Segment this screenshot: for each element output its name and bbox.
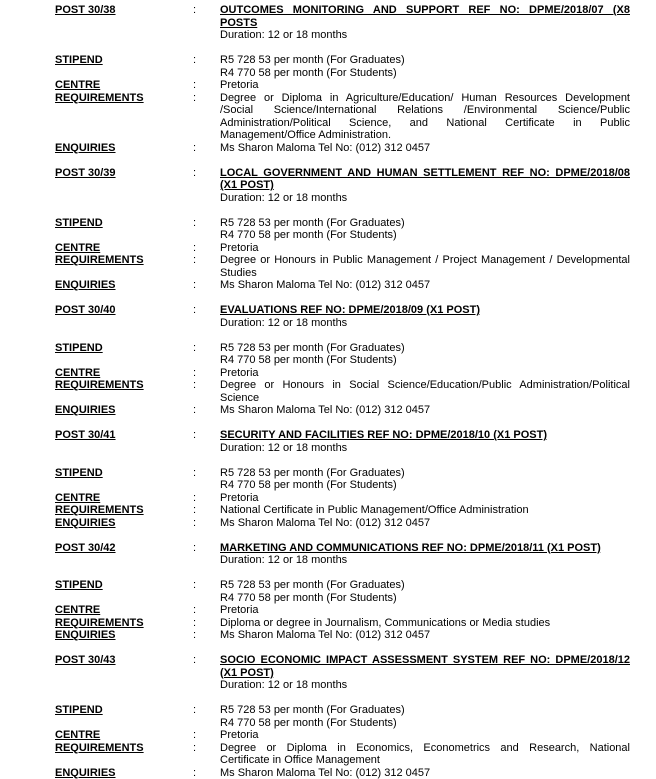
separator-colon: : bbox=[193, 167, 220, 180]
spacer bbox=[55, 567, 630, 580]
requirements-label: REQUIREMENTS bbox=[55, 742, 193, 755]
enquiries-label: ENQUIRIES bbox=[55, 629, 193, 642]
requirements-row bbox=[55, 617, 630, 630]
separator-colon: : bbox=[193, 54, 220, 67]
requirements-row bbox=[55, 742, 630, 767]
stipend-students-value: R4 770 58 per month (For Students) bbox=[220, 67, 630, 80]
requirements-line: National Certificate in Public Management/Office Administration bbox=[220, 504, 630, 517]
requirements-value bbox=[220, 617, 630, 630]
requirements-line: Degree or Honours in Public Management / Project Management / Developmental bbox=[220, 254, 630, 267]
separator-colon: : bbox=[193, 79, 220, 92]
enquiries-value: Ms Sharon Maloma Tel No: (012) 312 0457 bbox=[220, 279, 630, 292]
post-title: (X1 POST) bbox=[220, 667, 630, 680]
centre-row bbox=[55, 729, 630, 742]
post-header-row bbox=[55, 304, 630, 329]
separator-colon: : bbox=[193, 379, 220, 392]
stipend-value bbox=[220, 579, 630, 604]
post-header-row bbox=[55, 167, 630, 205]
post-duration: Duration: 12 or 18 months bbox=[220, 192, 630, 205]
separator-colon: : bbox=[193, 604, 220, 617]
stipend-label: STIPEND bbox=[55, 467, 193, 480]
enquiries-value: Ms Sharon Maloma Tel No: (012) 312 0457 bbox=[220, 629, 630, 642]
post-title: SOCIO ECONOMIC IMPACT ASSESSMENT SYSTEM REF NO: DPME/2018/12 bbox=[220, 654, 630, 667]
stipend-graduates-value: R5 728 53 per month (For Graduates) bbox=[220, 704, 630, 717]
post-title-block bbox=[220, 4, 630, 42]
centre-label: CENTRE bbox=[55, 242, 193, 255]
requirements-label: REQUIREMENTS bbox=[55, 379, 193, 392]
requirements-line: Degree or Diploma in Agriculture/Education/ Human Resources Development bbox=[220, 92, 630, 105]
requirements-line: Management/Office Administration. bbox=[220, 129, 630, 142]
separator-colon: : bbox=[193, 217, 220, 230]
post-title: (X1 POST) bbox=[220, 179, 630, 192]
post-header-row bbox=[55, 4, 630, 42]
requirements-line: Degree or Honours in Social Science/Education/Public Administration/Political bbox=[220, 379, 630, 392]
stipend-value bbox=[220, 467, 630, 492]
separator-colon: : bbox=[193, 342, 220, 355]
enquiries-label: ENQUIRIES bbox=[55, 517, 193, 530]
post-duration: Duration: 12 or 18 months bbox=[220, 29, 630, 42]
post-duration: Duration: 12 or 18 months bbox=[220, 679, 630, 692]
centre-value: Pretoria bbox=[220, 367, 630, 380]
enquiries-label: ENQUIRIES bbox=[55, 767, 193, 779]
stipend-graduates-value: R5 728 53 per month (For Graduates) bbox=[220, 217, 630, 230]
separator-colon: : bbox=[193, 242, 220, 255]
separator-colon: : bbox=[193, 429, 220, 442]
post-header-row bbox=[55, 542, 630, 567]
stipend-row bbox=[55, 54, 630, 79]
requirements-line: Degree or Diploma in Economics, Econometrics and Research, National bbox=[220, 742, 630, 755]
enquiries-row bbox=[55, 404, 630, 417]
separator-colon: : bbox=[193, 492, 220, 505]
requirements-line: /Social Science/International Relations /Environmental Science/Public bbox=[220, 104, 630, 117]
post-title: EVALUATIONS REF NO: DPME/2018/09 (X1 POST) bbox=[220, 304, 630, 317]
requirements-value bbox=[220, 504, 630, 517]
requirements-line: Certificate in Office Management bbox=[220, 754, 630, 767]
post-title-block bbox=[220, 167, 630, 205]
stipend-students-value: R4 770 58 per month (For Students) bbox=[220, 717, 630, 730]
spacer bbox=[55, 329, 630, 342]
centre-row bbox=[55, 492, 630, 505]
enquiries-label: ENQUIRIES bbox=[55, 142, 193, 155]
spacer bbox=[55, 529, 630, 542]
post-section bbox=[55, 654, 630, 779]
centre-row bbox=[55, 604, 630, 617]
post-number-label: POST 30/38 bbox=[55, 4, 193, 17]
enquiries-label: ENQUIRIES bbox=[55, 279, 193, 292]
centre-row bbox=[55, 79, 630, 92]
post-duration: Duration: 12 or 18 months bbox=[220, 317, 630, 330]
requirements-row bbox=[55, 379, 630, 404]
requirements-row bbox=[55, 254, 630, 279]
centre-row bbox=[55, 367, 630, 380]
enquiries-value: Ms Sharon Maloma Tel No: (012) 312 0457 bbox=[220, 517, 630, 530]
stipend-label: STIPEND bbox=[55, 54, 193, 67]
stipend-row bbox=[55, 704, 630, 729]
spacer bbox=[55, 204, 630, 217]
spacer bbox=[55, 692, 630, 705]
requirements-line: Administration/Political Science, and National Certificate in Public bbox=[220, 117, 630, 130]
spacer bbox=[55, 417, 630, 430]
stipend-row bbox=[55, 217, 630, 242]
separator-colon: : bbox=[193, 254, 220, 267]
enquiries-row bbox=[55, 517, 630, 530]
stipend-label: STIPEND bbox=[55, 579, 193, 592]
centre-label: CENTRE bbox=[55, 79, 193, 92]
centre-value: Pretoria bbox=[220, 604, 630, 617]
stipend-value bbox=[220, 342, 630, 367]
separator-colon: : bbox=[193, 279, 220, 292]
separator-colon: : bbox=[193, 579, 220, 592]
stipend-label: STIPEND bbox=[55, 342, 193, 355]
enquiries-value: Ms Sharon Maloma Tel No: (012) 312 0457 bbox=[220, 142, 630, 155]
post-title-block bbox=[220, 304, 630, 329]
centre-label: CENTRE bbox=[55, 492, 193, 505]
separator-colon: : bbox=[193, 617, 220, 630]
stipend-graduates-value: R5 728 53 per month (For Graduates) bbox=[220, 579, 630, 592]
requirements-line: Diploma or degree in Journalism, Communications or Media studies bbox=[220, 617, 630, 630]
stipend-value bbox=[220, 217, 630, 242]
requirements-label: REQUIREMENTS bbox=[55, 92, 193, 105]
post-title: OUTCOMES MONITORING AND SUPPORT REF NO: DPME/2018/07 (X8 bbox=[220, 4, 630, 17]
separator-colon: : bbox=[193, 504, 220, 517]
requirements-label: REQUIREMENTS bbox=[55, 254, 193, 267]
stipend-row bbox=[55, 579, 630, 604]
enquiries-value: Ms Sharon Maloma Tel No: (012) 312 0457 bbox=[220, 767, 630, 779]
separator-colon: : bbox=[193, 729, 220, 742]
post-header-row bbox=[55, 654, 630, 692]
stipend-row bbox=[55, 467, 630, 492]
requirements-value bbox=[220, 379, 630, 404]
post-section bbox=[55, 4, 630, 167]
post-duration: Duration: 12 or 18 months bbox=[220, 442, 630, 455]
enquiries-value: Ms Sharon Maloma Tel No: (012) 312 0457 bbox=[220, 404, 630, 417]
post-duration: Duration: 12 or 18 months bbox=[220, 554, 630, 567]
stipend-graduates-value: R5 728 53 per month (For Graduates) bbox=[220, 467, 630, 480]
spacer bbox=[55, 292, 630, 305]
stipend-graduates-value: R5 728 53 per month (For Graduates) bbox=[220, 342, 630, 355]
post-section bbox=[55, 542, 630, 655]
separator-colon: : bbox=[193, 704, 220, 717]
post-header-row bbox=[55, 429, 630, 454]
centre-value: Pretoria bbox=[220, 492, 630, 505]
centre-label: CENTRE bbox=[55, 604, 193, 617]
centre-value: Pretoria bbox=[220, 79, 630, 92]
post-section bbox=[55, 429, 630, 542]
requirements-line: Science bbox=[220, 392, 630, 405]
centre-value: Pretoria bbox=[220, 729, 630, 742]
post-title: MARKETING AND COMMUNICATIONS REF NO: DPME/2018/11 (X1 POST) bbox=[220, 542, 630, 555]
stipend-label: STIPEND bbox=[55, 704, 193, 717]
post-title: POSTS bbox=[220, 17, 630, 30]
separator-colon: : bbox=[193, 4, 220, 17]
requirements-line: Studies bbox=[220, 267, 630, 280]
post-title: SECURITY AND FACILITIES REF NO: DPME/2018/10 (X1 POST) bbox=[220, 429, 630, 442]
separator-colon: : bbox=[193, 517, 220, 530]
post-section bbox=[55, 167, 630, 305]
post-section bbox=[55, 304, 630, 429]
post-number-label: POST 30/39 bbox=[55, 167, 193, 180]
separator-colon: : bbox=[193, 142, 220, 155]
requirements-value bbox=[220, 92, 630, 142]
requirements-value bbox=[220, 254, 630, 279]
requirements-row bbox=[55, 504, 630, 517]
centre-row bbox=[55, 242, 630, 255]
separator-colon: : bbox=[193, 629, 220, 642]
separator-colon: : bbox=[193, 304, 220, 317]
requirements-label: REQUIREMENTS bbox=[55, 504, 193, 517]
enquiries-row bbox=[55, 142, 630, 155]
post-title: LOCAL GOVERNMENT AND HUMAN SETTLEMENT REF NO: DPME/2018/08 bbox=[220, 167, 630, 180]
centre-label: CENTRE bbox=[55, 367, 193, 380]
post-number-label: POST 30/41 bbox=[55, 429, 193, 442]
requirements-label: REQUIREMENTS bbox=[55, 617, 193, 630]
spacer bbox=[55, 42, 630, 55]
stipend-students-value: R4 770 58 per month (For Students) bbox=[220, 354, 630, 367]
stipend-graduates-value: R5 728 53 per month (For Graduates) bbox=[220, 54, 630, 67]
post-title-block bbox=[220, 542, 630, 567]
enquiries-row bbox=[55, 629, 630, 642]
separator-colon: : bbox=[193, 92, 220, 105]
spacer bbox=[55, 154, 630, 167]
enquiries-row bbox=[55, 279, 630, 292]
stipend-row bbox=[55, 342, 630, 367]
separator-colon: : bbox=[193, 542, 220, 555]
stipend-value bbox=[220, 704, 630, 729]
stipend-students-value: R4 770 58 per month (For Students) bbox=[220, 479, 630, 492]
separator-colon: : bbox=[193, 742, 220, 755]
separator-colon: : bbox=[193, 654, 220, 667]
separator-colon: : bbox=[193, 404, 220, 417]
post-number-label: POST 30/43 bbox=[55, 654, 193, 667]
stipend-value bbox=[220, 54, 630, 79]
post-title-block bbox=[220, 654, 630, 692]
stipend-students-value: R4 770 58 per month (For Students) bbox=[220, 229, 630, 242]
separator-colon: : bbox=[193, 767, 220, 779]
stipend-label: STIPEND bbox=[55, 217, 193, 230]
separator-colon: : bbox=[193, 467, 220, 480]
enquiries-label: ENQUIRIES bbox=[55, 404, 193, 417]
centre-value: Pretoria bbox=[220, 242, 630, 255]
stipend-students-value: R4 770 58 per month (For Students) bbox=[220, 592, 630, 605]
post-title-block bbox=[220, 429, 630, 454]
requirements-value bbox=[220, 742, 630, 767]
spacer bbox=[55, 454, 630, 467]
enquiries-row bbox=[55, 767, 630, 779]
spacer bbox=[55, 642, 630, 655]
centre-label: CENTRE bbox=[55, 729, 193, 742]
requirements-row bbox=[55, 92, 630, 142]
separator-colon: : bbox=[193, 367, 220, 380]
post-number-label: POST 30/42 bbox=[55, 542, 193, 555]
post-number-label: POST 30/40 bbox=[55, 304, 193, 317]
